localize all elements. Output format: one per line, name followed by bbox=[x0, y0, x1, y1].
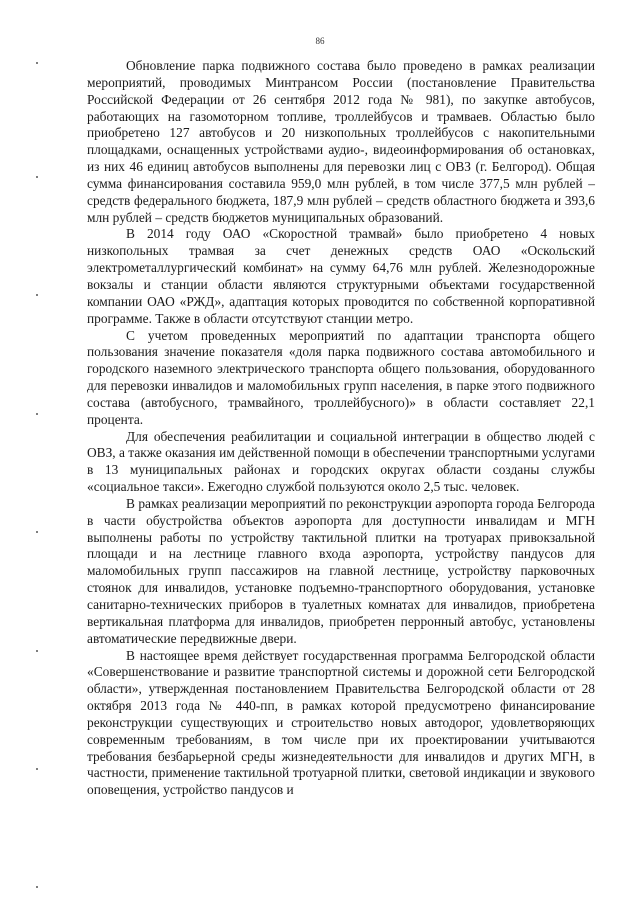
document-body bbox=[87, 58, 595, 799]
margin-mark bbox=[36, 413, 38, 415]
paragraph: В 2014 году ОАО «Скоростной трамвай» было приобретено 4 новых низкопольных трамвая за счет денежных средств ОАО «Оскольский электрометаллургический комбинат» на сумму 64,76 млн рублей. Железнодорожные вокзалы и станции области являются структурными объектами государственной компании ОАО «РЖД», адаптация которых проводится по собственной корпоративной программе. Также в области отсутствуют станции метро. bbox=[87, 226, 595, 326]
paragraph: В рамках реализации мероприятий по реконструкции аэропорта города Белгорода в части обустройства объектов аэропорта для доступности инвалидам и МГН выполнены работы по устройству тактильной плитки на тротуарах привокзальной площади и на лестнице главного входа аэропорта, устройству пандусов для маломобильных групп пассажиров на главной лестнице, устройству парковочных стоянок для инвалидов, установке подъемно-транспортного оборудования, установке санитарно-технических приборов в туалетных комнатах для инвалидов, приобретена вертикальная платформа для инвалидов, приобретен перронный автобус, установлены автоматические передвижные двери. bbox=[87, 495, 595, 646]
margin-mark bbox=[36, 294, 38, 296]
paragraph: Для обеспечения реабилитации и социальной интеграции в общество людей с ОВЗ, а также оказания им действенной помощи в обеспечении транспортными услугами в 13 муниципальных районах и городских округах области созданы службы «социальное такси». Ежегодно службой пользуются около 2,5 тыс. человек. bbox=[87, 428, 595, 495]
paragraph: В настоящее время действует государственная программа Белгородской области «Совершенствование и развитие транспортной системы и дорожной сети Белгородской области», утвержденная постановлением Правительства Белгородской области от 28 октября 2013 года № 440-пп, в рамках которой предусмотрено финансирование реконструкции существующих и строительство новых автодорог, удовлетворяющих современным требованиям, в том числе при их проектировании учитываются требования безбарьерной среды жизнедеятельности для инвалидов и других МГН, в частности, применение тактильной тротуарной плитки, световой индикации и звукового оповещения, устройство пандусов и bbox=[87, 647, 595, 798]
margin-mark bbox=[36, 768, 38, 770]
margin-mark bbox=[36, 650, 38, 652]
page-number: 86 bbox=[315, 36, 325, 46]
margin-mark bbox=[36, 62, 38, 64]
paragraph: С учетом проведенных мероприятий по адаптации транспорта общего пользования значение показателя «доля парка подвижного состава автомобильного и городского наземного электрического транспорта общего пользования, оборудованного для перевозки инвалидов и маломобильных групп населения, в парке этого подвижного состава (автобусного, трамвайного, троллейбусного)» в области составляет 22,1 процента. bbox=[87, 327, 595, 427]
margin-mark bbox=[36, 531, 38, 533]
margin-mark bbox=[36, 176, 38, 178]
paragraph: Обновление парка подвижного состава было проведено в рамках реализации мероприятий, проводимых Минтрансом России (постановление Правительства Российской Федерации от 26 сентября 2012 года № 981), по закупке автобусов, работающих на газомоторном топливе, троллейбусов и трамваев. Областью было приобретено 127 автобусов и 20 низкопольных троллейбусов с накопительными площадками, оснащенных устройствами аудио-, видеоинформирования об остановках, из них 46 единиц автобусов выполнены для перевозки лиц с ОВЗ (г. Белгород). Общая сумма финансирования составила 959,0 млн рублей, в том числе 377,5 млн рублей – средств федерального бюджета, 187,9 млн рублей – средств областного бюджета и 393,6 млн рублей – средств бюджетов муниципальных образований. bbox=[87, 58, 595, 225]
margin-mark bbox=[36, 886, 38, 888]
